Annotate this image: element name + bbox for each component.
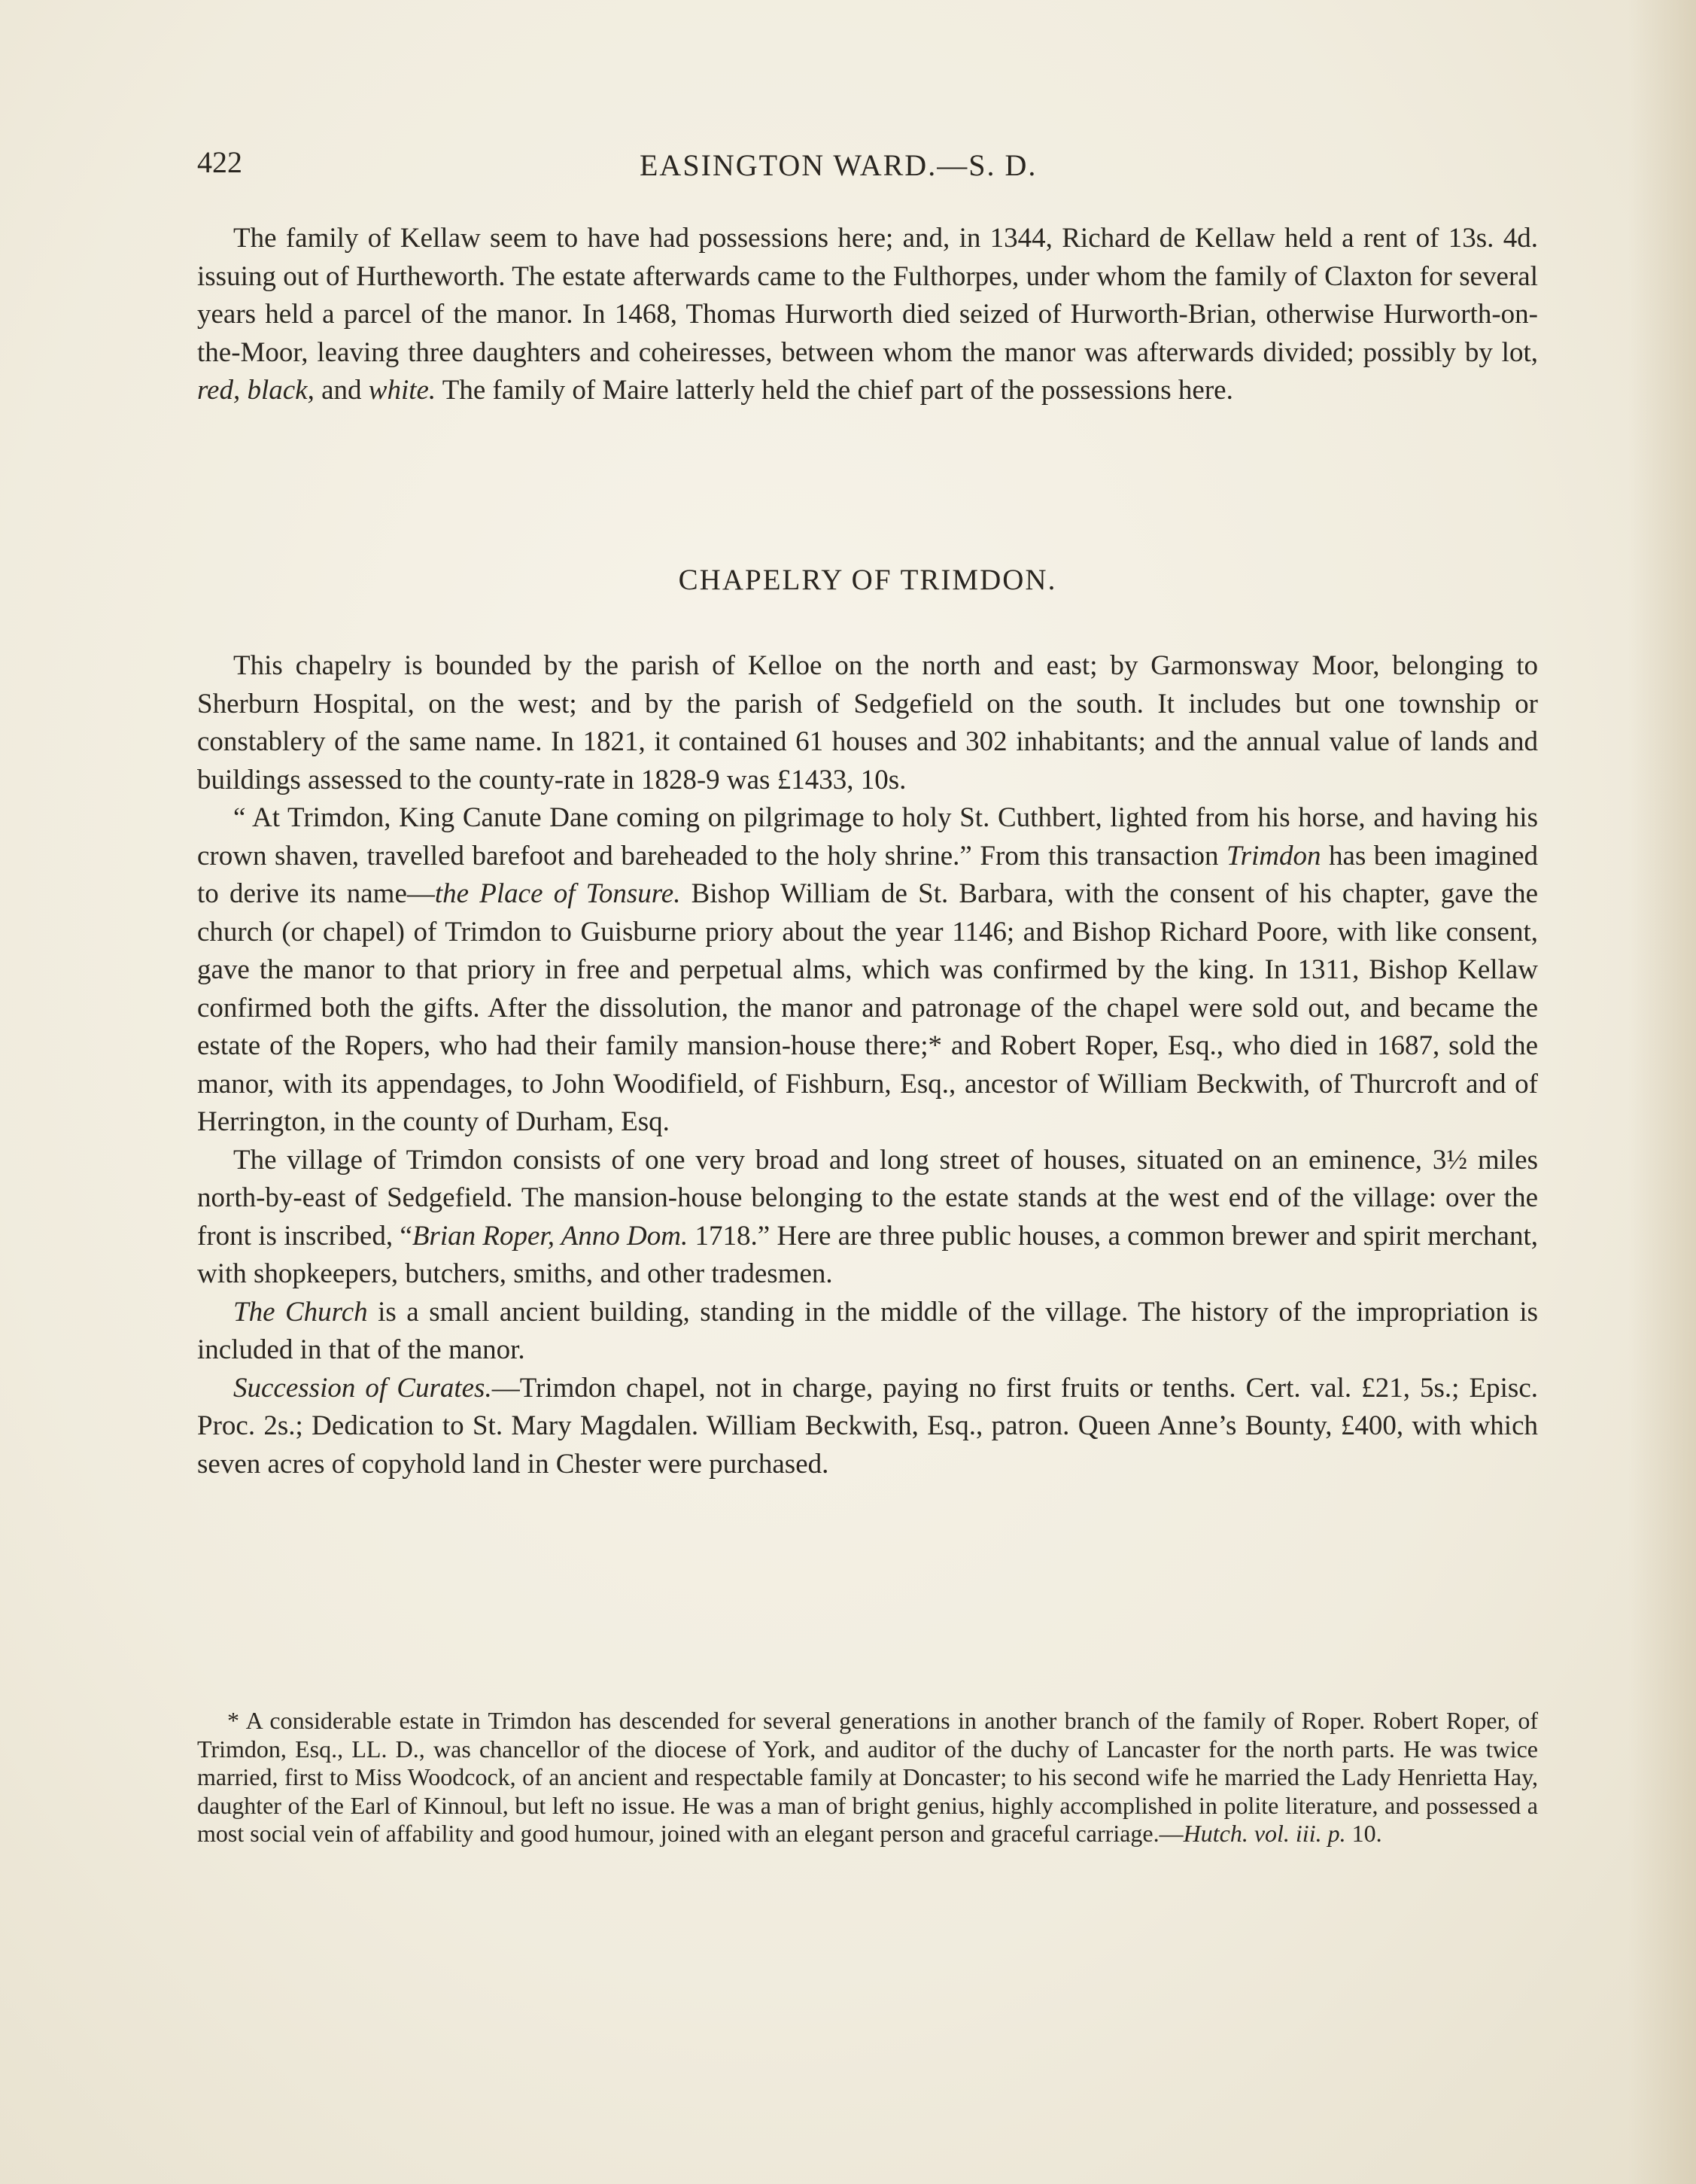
- text-run: The village of Trimdon consists of one very broad and long street of houses, situated on an eminence, 3½ miles north-by-east of Sedgefield. The mansion-house belonging to the estate stands at the west end of the village: over the front is inscribed, “: [197, 1144, 1538, 1252]
- footnote: [197, 1707, 1538, 1848]
- italic-run: Brian Roper, Anno Dom.: [412, 1220, 688, 1252]
- text-run: 1718.” Here are three public houses, a common brewer and spirit merchant, with shopkeepers, butchers, smiths, and other tradesmen.: [197, 1220, 1538, 1289]
- body-paragraph-1: This chapelry is bounded by the parish of Kelloe on the north and east; by Garmonsway Moor, belonging to Sherburn Hospital, on the west; and by the parish of Sedgefield on the south. It includes but one township or constablery of the same name. In 1821, it contained 61 houses and 302 inhabitants; and the annual value of lands and buildings assessed to the county-rate in 1828-9 was £1433, 10s.: [197, 650, 1538, 795]
- text-run: The family of Kellaw seem to have had possessions here; and, in 1344, Richard de Kellaw held a rent of 13s. 4d. issuing out of Hurtheworth. The estate afterwards came to the Fulthorpes, under whom the family of Claxton for several years held a parcel of the manor. In 1468, Thomas Hurworth died seized of Hurworth-Brian, otherwise Hurworth-on-the-Moor, leaving three daughters and coheiresses, between whom the manor was afterwards divided; possibly by lot,: [197, 223, 1538, 368]
- running-title: EASINGTON WARD.—S. D.: [640, 148, 1038, 182]
- page-number: 422: [197, 145, 242, 179]
- italic-run: red,: [197, 375, 241, 406]
- intro-section: [197, 220, 1538, 410]
- body-paragraph-4: [197, 1294, 1538, 1370]
- running-head: [197, 144, 1544, 190]
- italic-run: Trimdon: [1226, 840, 1321, 871]
- chapelry-body: [197, 647, 1538, 1483]
- italic-run: white.: [368, 375, 436, 406]
- body-paragraph-2: [197, 799, 1538, 1142]
- text-run: The family of Maire latterly held the chief part of the possessions here.: [436, 375, 1233, 406]
- body-paragraph-3: [197, 1142, 1538, 1294]
- body-paragraph-5: [197, 1370, 1538, 1484]
- italic-run: Hutch. vol. iii. p.: [1183, 1820, 1346, 1847]
- intro-paragraph: [197, 220, 1538, 410]
- footnote-paragraph: [197, 1707, 1538, 1848]
- text-run: “ At Trimdon, King Canute Dane coming on pilgrimage to holy St. Cuthbert, lighted from his horse, and having his crown shaven, travelled barefoot and bareheaded to the holy shrine.” From this transaction: [197, 802, 1538, 871]
- italic-run: Succession of Curates.: [233, 1372, 492, 1404]
- text-run: * A considerable estate in Trimdon has descended for several generations in another branch of the family of Roper. Robert Roper, of Trimdon, Esq., LL. D., was chancellor of the diocese of York, and auditor of the duchy of Lancaster for the north parts. He was twice married, first to Miss Woodcock, of an ancient and respectable family at Doncaster; to his second wife he married the Lady Henrietta Hay, daughter of the Earl of Kinnoul, but left no issue. He was a man of bright genius, highly accomplished in polite literature, and possessed a most social vein of affability and good humour, joined with an elegant person and graceful carriage.—: [197, 1707, 1538, 1847]
- text-run: and: [314, 375, 369, 406]
- section-heading: CHAPELRY OF TRIMDON.: [678, 564, 1057, 596]
- text-run: Bishop William de St. Barbara, with the consent of his chapter, gave the church (or chapel) of Trimdon to Guisburne priory about the year 1146; and Bishop Richard Poore, with like consent, gave the manor to that priory in free and perpetual alms, which was confirmed by the king. In 1311, Bishop Kellaw confirmed both the gifts. After the dissolution, the manor and patronage of the chapel were sold out, and became the estate of the Ropers, who had their family mansion-house there;* and Robert Roper, Esq., who died in 1687, sold the manor, with its appendages, to John Woodifield, of Fishburn, Esq., ancestor of William Beckwith, of Thurcroft and of Herrington, in the county of Durham, Esq.: [197, 878, 1538, 1137]
- text-run: —Trimdon chapel, not in charge, paying no first fruits or tenths. Cert. val. £21, 5s.; Episc. Proc. 2s.; Dedication to St. Mary Magdalen. William Beckwith, Esq., patron. Queen Anne’s Bounty, £400, with which seven acres of copyhold land in Chester were purchased.: [197, 1372, 1538, 1480]
- text-run: 10.: [1345, 1820, 1382, 1847]
- italic-run: the Place of Tonsure.: [434, 878, 681, 909]
- text-run: is a small ancient building, standing in the middle of the village. The history of the impropriation is included in that of the manor.: [197, 1296, 1538, 1365]
- text-run: has been imagined to derive its name—: [197, 840, 1538, 909]
- italic-run: black,: [247, 375, 315, 406]
- italic-run: The Church: [233, 1296, 368, 1328]
